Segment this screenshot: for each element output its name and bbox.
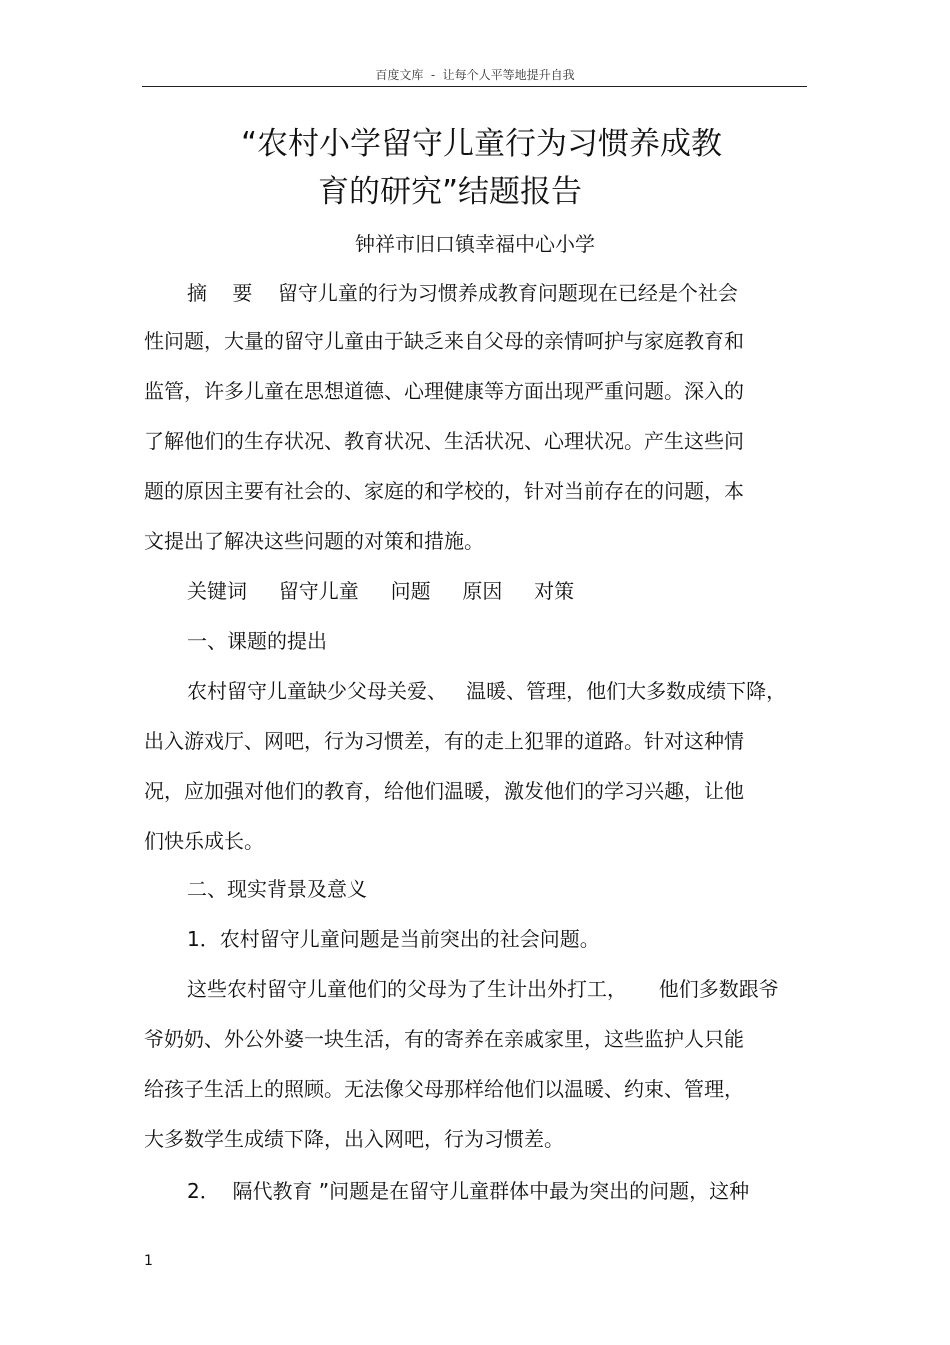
abstract-line: 性问题，大量的留守儿童由于缺乏来自父母的亲情呵护与家庭教育和 (144, 329, 744, 353)
paragraph-line: 们快乐成长。 (144, 829, 264, 853)
paragraph-line: 况，应加强对他们的教育，给他们温暖，激发他们的学习兴趣，让他 (144, 779, 744, 803)
header-divider (142, 86, 807, 87)
school-name: 钟祥市旧口镇幸福中心小学 (355, 232, 595, 256)
paragraph-line: 大多数学生成绩下降，出入网吧，行为习惯差。 (144, 1127, 564, 1151)
abstract-line: 了解他们的生存状况、教育状况、生活状况、心理状况。产生这些问 (144, 429, 744, 453)
section-heading-2: 二、现实背景及意义 (187, 877, 367, 901)
section-heading-1: 一、课题的提出 (187, 629, 327, 653)
abstract-line: 题的原因主要有社会的、家庭的和学校的，针对当前存在的问题，本 (144, 479, 744, 503)
subsection-heading-1: 1．农村留守儿童问题是当前突出的社会问题。 (187, 927, 600, 951)
page-number: 1 (144, 1253, 153, 1269)
document-title-line-2: 育的研究”结题报告 (318, 174, 583, 210)
page-header: 百度文库 - 让每个人平等地提升自我 (375, 68, 575, 82)
abstract-line: 监管，许多儿童在思想道德、心理健康等方面出现严重问题。深入的 (144, 379, 744, 403)
subsection-heading-2: 2． 隔代教育 ”问题是在留守儿童群体中最为突出的问题，这种 (187, 1179, 750, 1203)
paragraph-line: 这些农村留守儿童他们的父母为了生计出外打工， 他们多数跟爷 (187, 977, 779, 1001)
document-title-line-1: “农村小学留守儿童行为习惯养成教 (241, 126, 723, 162)
paragraph-line: 给孩子生活上的照顾。无法像父母那样给他们以温暖、约束、管理， (144, 1077, 744, 1101)
paragraph-line: 出入游戏厅、网吧，行为习惯差，有的走上犯罪的道路。针对这种情 (144, 729, 744, 753)
paragraph-line: 农村留守儿童缺少父母关爱、 温暖、管理，他们大多数成绩下降， (187, 679, 787, 703)
paragraph-line: 爷奶奶、外公外婆一块生活，有的寄养在亲戚家里，这些监护人只能 (144, 1027, 744, 1051)
abstract-line: 摘 要 留守儿童的行为习惯养成教育问题现在已经是个社会 (187, 281, 738, 305)
abstract-line: 文提出了解决这些问题的对策和措施。 (144, 529, 484, 553)
keywords-line: 关键词 留守儿童 问题 原因 对策 (187, 579, 575, 603)
